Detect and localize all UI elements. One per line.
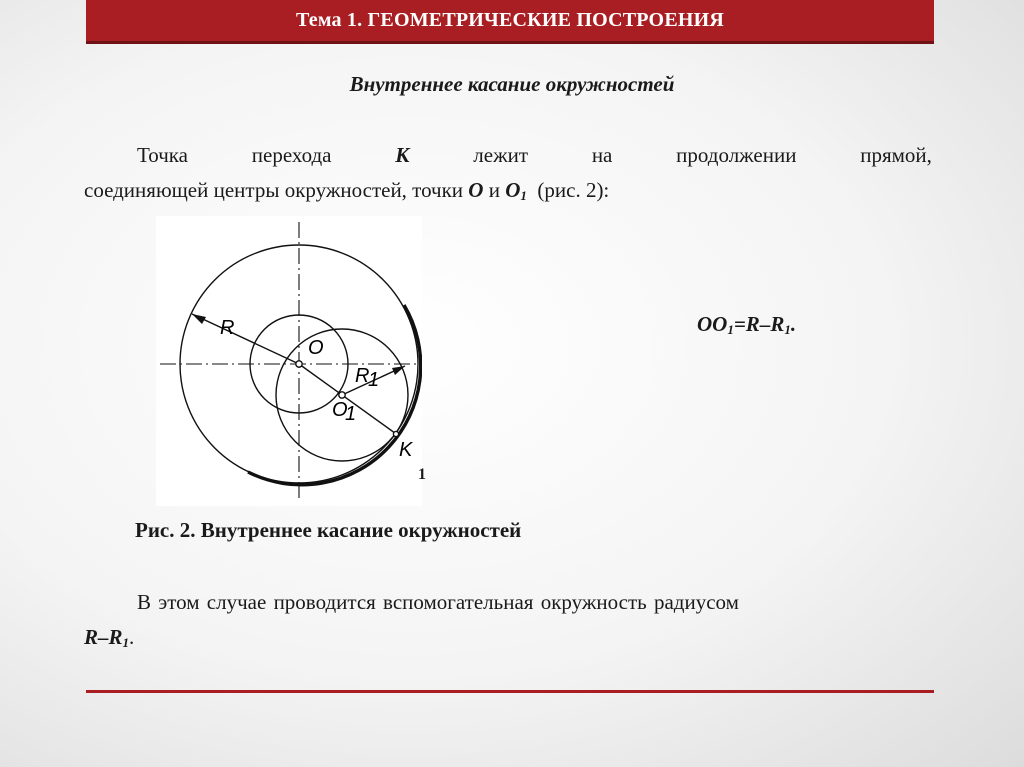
- point-k-mark: [393, 431, 398, 436]
- slide-title: Тема 1. ГЕОМЕТРИЧЕСКИЕ ПОСТРОЕНИЯ: [295, 9, 725, 31]
- label-r1-sub: 1: [368, 369, 380, 391]
- slide-subtitle: Внутреннее касание окружностей: [349, 72, 675, 96]
- radius-expression: $R-R_1$: [84, 625, 130, 650]
- paragraph-line: [84, 585, 932, 620]
- line-text: соединяющей центры окружностей, точки: [84, 178, 464, 202]
- label-o: O: [308, 337, 324, 359]
- point-o-mark: [296, 361, 302, 367]
- point-o1: $O_1$: [505, 178, 527, 203]
- label-k: K: [399, 439, 413, 461]
- figure-reference: (рис. 2):: [537, 178, 610, 202]
- point-o: O: [468, 178, 484, 202]
- paragraph-transition-point: [84, 138, 932, 213]
- title-bar: [86, 0, 934, 44]
- formula: $OO_1=R-R_1$.: [697, 312, 797, 337]
- label-o1-sub: 1: [345, 403, 357, 425]
- paragraph-auxiliary-circle: [84, 585, 932, 660]
- conjunction: и: [488, 178, 500, 202]
- word: продолжении: [676, 143, 797, 167]
- stray-mark: 1: [418, 466, 426, 483]
- paragraph-line: [84, 173, 932, 213]
- point-k: К: [395, 143, 410, 167]
- line-text: В этом случае проводится вспомогательная окружность радиусом: [137, 590, 739, 614]
- radius-r-line: [192, 314, 299, 364]
- figure-internal-tangency: [156, 216, 422, 506]
- center-line: [299, 364, 399, 436]
- tangency-arc: [248, 305, 421, 485]
- arrow-r: [192, 314, 206, 324]
- word: прямой,: [860, 143, 932, 167]
- bottom-rule: [86, 690, 934, 693]
- label-r: R: [220, 317, 235, 339]
- tangency-diagram: [156, 216, 422, 506]
- label-o1: O: [332, 399, 348, 421]
- point-o1-mark: [339, 392, 345, 398]
- word: на: [591, 143, 613, 167]
- label-r1: R: [355, 365, 370, 387]
- paragraph-line: [84, 138, 932, 173]
- word: Точка: [137, 143, 188, 167]
- paragraph-line: $R-R_1$ .: [84, 620, 932, 660]
- word: лежит: [473, 143, 529, 167]
- word: перехода: [251, 143, 332, 167]
- figure-caption: Рис. 2. Внутреннее касание окружностей: [135, 518, 522, 542]
